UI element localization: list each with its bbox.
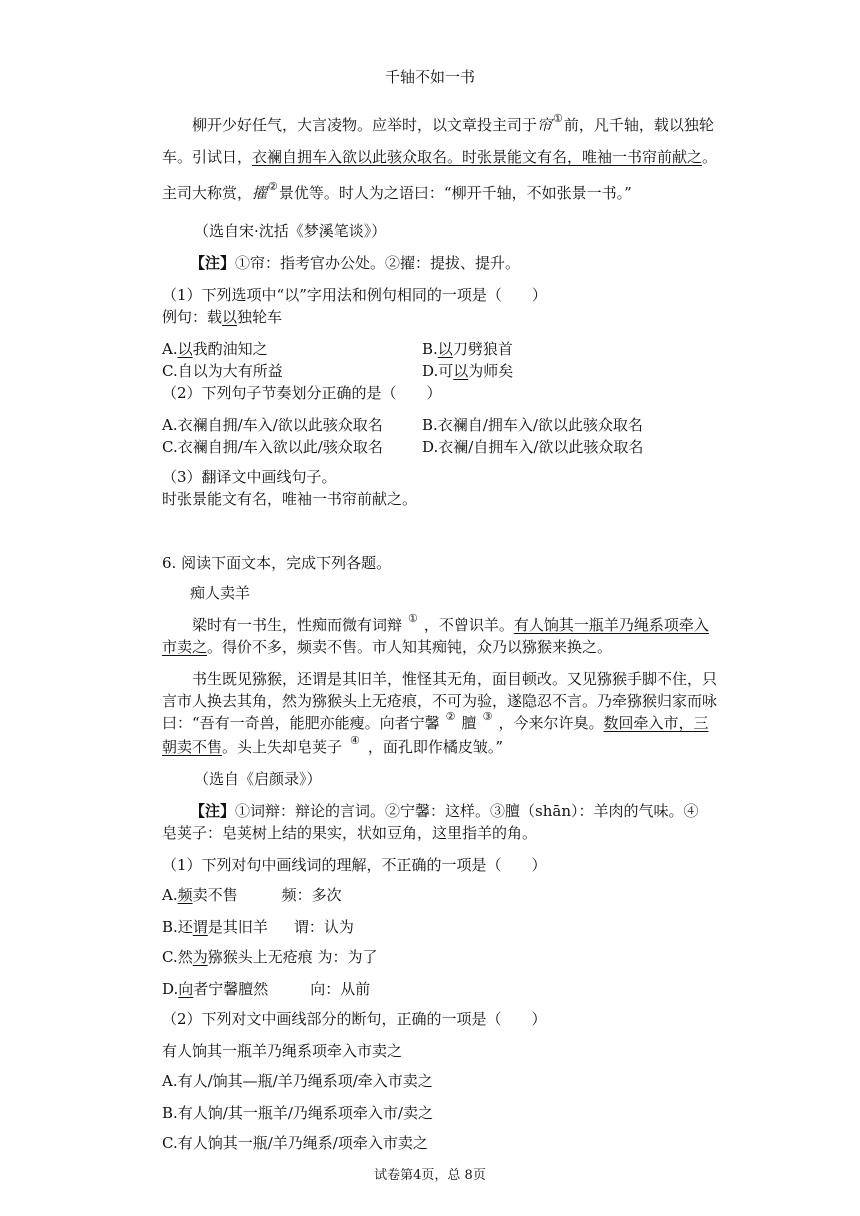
passage1-line3	[162, 182, 722, 203]
passage1-line2	[162, 146, 722, 167]
q1-option-c[interactable]: C.自以为大有所益	[162, 362, 283, 380]
passage2-text: 。得价不多，频卖不售。市人知其痴钝，众乃以猕猴来换之。	[207, 638, 613, 656]
passage2-text: ，面孔即作橘皮皱。”	[367, 738, 504, 756]
q1-stem: （1）下列选项中“以”字用法和例句相同的一项是（ ）	[162, 286, 547, 304]
example-text: 独轮车	[237, 308, 283, 326]
option-key-word: 以	[177, 340, 193, 358]
section6-p2-line3	[162, 712, 722, 733]
option-explanation: 频：多次	[281, 886, 342, 904]
underlined-sentence: 数回牵入市，三	[603, 714, 709, 732]
option-text: 者宁馨膻然	[193, 980, 269, 998]
s6q1-stem: （1）下列对句中画线词的理解，不正确的一项是（ ）	[162, 856, 547, 874]
q2-option-c[interactable]: C.衣襕自拥/车入欲以此/骇众取名	[162, 438, 383, 456]
q2-option-b[interactable]: B.衣襕自/拥车入/欲以此骇众取名	[422, 416, 643, 434]
option-letter: D.	[162, 980, 179, 998]
passage1-text: 前，凡千轴，载以独轮	[563, 116, 714, 134]
note-marker: ①	[408, 612, 418, 625]
option-text: 为师矣	[468, 362, 514, 380]
q2-option-a[interactable]: A.衣襕自拥/车入/欲以此骇众取名	[162, 416, 383, 434]
page-footer: 试卷第4页，总 8页	[374, 1168, 486, 1183]
option-key-word: 谓	[192, 918, 208, 936]
option-key-word: 为	[192, 948, 208, 966]
option-text: B.还	[162, 918, 193, 936]
s6q2-option-c[interactable]: C.有人饷其一瓶/羊乃绳系/项牵入市卖之	[162, 1134, 428, 1152]
s6q2-sentence: 有人饷其一瓶羊乃绳系项牵入市卖之	[162, 1042, 403, 1060]
section6-source: （选自《启颜录》）	[194, 770, 322, 788]
option-letter: A.	[162, 340, 178, 358]
option-text: D.可	[422, 362, 454, 380]
underlined-sentence: 市卖之	[162, 638, 208, 656]
section6-p1-line1	[192, 614, 752, 635]
option-key-word: 向	[178, 980, 194, 998]
note-marker: ①	[553, 112, 563, 125]
passage1-line1	[192, 114, 752, 135]
section6-p2-line2: 言市人换去其角，然为猕猴头上无疮痕，不可为验，遂隐忍不言。乃牵猕猴归家而咏	[162, 692, 718, 710]
note-marker: ③	[482, 710, 493, 723]
note-label: 【注】	[190, 802, 236, 820]
example-text: 例句：载	[162, 308, 223, 326]
underlined-sentence: 有人饷其一瓶羊乃绳系项牵入	[513, 616, 709, 634]
section6-heading: 6. 阅读下面文本，完成下列各题。	[162, 554, 392, 572]
option-explanation: 谓：认为	[293, 918, 354, 936]
passage2-text: ，不曾识羊。	[423, 616, 514, 634]
section6-notes-line2: 皂荚子：皂荚树上结的果实，状如豆角，这里指羊的角。	[162, 824, 538, 842]
option-letter: B.	[422, 340, 438, 358]
s6q1-option-b[interactable]	[162, 916, 354, 937]
passage-title: 千轴不如一书	[384, 68, 475, 86]
q3-sentence: 时张景能文有名，唯袖一书帘前献之。	[162, 490, 418, 508]
passage1-text: 。	[702, 148, 718, 166]
q1-option-d[interactable]	[422, 360, 513, 381]
s6q1-option-a[interactable]	[162, 884, 342, 905]
passage1-text: 柳开少好任气，大言凌物。应举时，以文章投主司于	[192, 116, 538, 134]
section6-p1-line2	[162, 636, 722, 657]
q2-stem: （2）下列句子节奏划分正确的是（ ）	[162, 384, 442, 402]
s6q1-option-d[interactable]	[162, 978, 370, 999]
section6-p2-line4	[162, 736, 722, 757]
note-marker: ④	[350, 734, 360, 747]
option-letter: A.	[162, 886, 178, 904]
option-key-word: 以	[453, 362, 469, 380]
option-text: 猕猴头上无疮痕 为：为了	[207, 948, 378, 966]
passage1-source: （选自宋·沈括《梦溪笔谈》）	[194, 222, 387, 240]
option-text: 我酌油知之	[192, 340, 268, 358]
option-text: 卖不售	[192, 886, 238, 904]
passage1-text: 车。引试日，	[162, 148, 253, 166]
passage2-text: 。头上失却皂荚子	[222, 738, 343, 756]
option-text: 是其旧羊	[207, 918, 268, 936]
option-text: 刀劈狼首	[452, 340, 513, 358]
s6q2-option-b[interactable]: B.有人饷/其一瓶羊/乃绳系项牵入市/卖之	[162, 1104, 433, 1122]
q1-example	[162, 306, 722, 327]
passage2-text: ，今来尔许臭。	[498, 714, 604, 732]
s6q2-option-a[interactable]: A.有人/饷其—瓶/羊乃绳系项/牵入市卖之	[162, 1072, 433, 1090]
s6q2-stem: （2）下列对文中画线部分的断句，正确的一项是（ ）	[162, 1010, 547, 1028]
passage1-text: 景优等。时人为之语曰：“柳开千轴，不如张景一书。”	[278, 184, 632, 202]
note-text: ①词辩：辩论的言词。②宁馨：这样。③膻（shān）：羊肉的气味。④	[235, 802, 699, 820]
s6q1-option-c[interactable]	[162, 946, 378, 967]
q3-stem: （3）翻译文中画线句子。	[162, 468, 337, 486]
note-marker: ②	[445, 710, 456, 723]
passage1-text: 主司大称赏，	[162, 184, 253, 202]
option-explanation: 向：从前	[310, 980, 371, 998]
underlined-sentence: 朝卖不售	[162, 738, 223, 756]
section6-notes-line1	[190, 800, 750, 821]
annotated-word: 帘	[537, 116, 553, 134]
q2-option-d[interactable]: D.衣襕/自拥车入/欲以此骇众取名	[422, 438, 644, 456]
underlined-sentence: 衣襕自拥车入欲以此骇众取名。时张景能文有名，唯袖一书帘前献之	[252, 148, 703, 166]
option-text: C.然	[162, 948, 193, 966]
note-marker: ②	[268, 180, 278, 193]
q1-option-b[interactable]	[422, 338, 513, 359]
passage2-text: 膻	[461, 714, 477, 732]
note-text: ①帘：指考官办公处。②擢：提拔、提升。	[235, 254, 521, 272]
q1-option-a[interactable]	[162, 338, 268, 359]
passage2-text: 梁时有一书生，性痴而微有词辩	[192, 616, 403, 634]
section6-title: 痴人卖羊	[190, 584, 251, 602]
option-key-word: 以	[437, 340, 453, 358]
example-key-word: 以	[222, 308, 238, 326]
annotated-word: 擢	[252, 184, 268, 202]
passage1-notes	[190, 252, 750, 273]
passage2-text: 曰：“吾有一奇兽，能肥亦能瘦。向者宁馨	[162, 714, 440, 732]
option-key-word: 频	[177, 886, 193, 904]
note-label: 【注】	[190, 254, 236, 272]
section6-p2-line1: 书生既见猕猴，还谓是其旧羊，惟怪其无角，面目顿改。又见猕猴手脚不住，只	[192, 670, 718, 688]
